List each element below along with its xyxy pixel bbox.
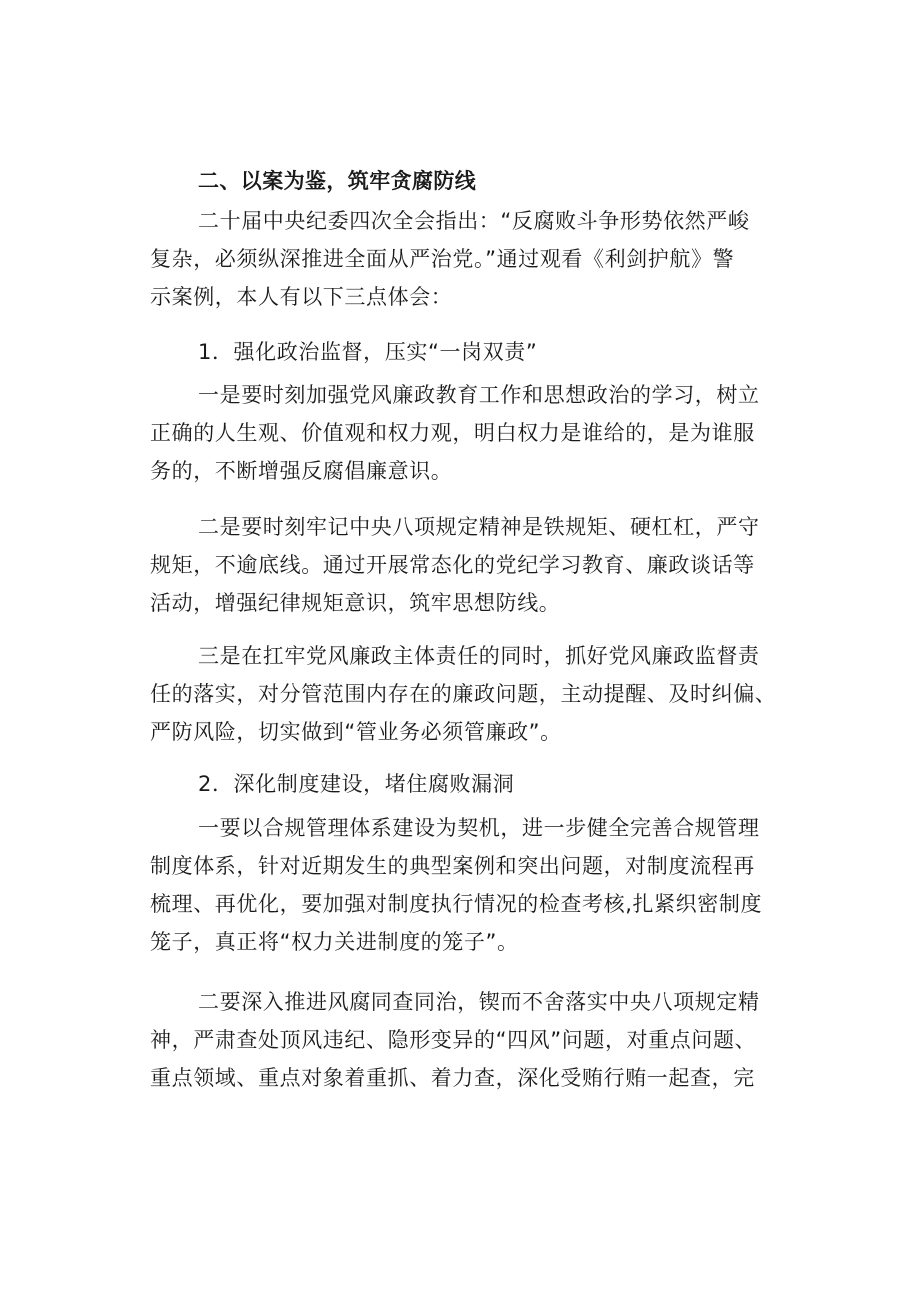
point1-paragraph-2	[150, 508, 810, 622]
paragraph-line: 梳理、再优化，要加强对制度执行情况的检查考核,扎紧织密制度	[150, 892, 763, 916]
intro-paragraph	[150, 202, 810, 316]
paragraph-line: 神，严肃查处顶风违纪、隐形变异的“四风”问题，对重点问题、	[150, 1028, 757, 1052]
paragraph-line: 二是要时刻牢记中央八项规定精神是铁规矩、硬杠杠，严守	[198, 515, 760, 539]
paragraph-line: 三是在扛牢党风廉政主体责任的同时，抓好党风廉政监督责	[198, 644, 760, 668]
point1-paragraph-1	[150, 376, 810, 490]
point2-title: 2．深化制度建设，堵住腐败漏洞	[198, 772, 515, 796]
paragraph-line: 务的，不断增强反腐倡廉意识。	[150, 459, 453, 483]
point2-title-block	[150, 765, 810, 803]
paragraph-line: 笼子，真正将“权力关进制度的笼子”。	[150, 930, 519, 954]
paragraph-line: 规矩，不逾底线。通过开展常态化的党纪学习教育、廉政谈话等	[150, 553, 755, 577]
paragraph-line: 重点领域、重点对象着重抓、着力查，深化受贿行贿一起查，完	[150, 1066, 755, 1090]
paragraph-line: 一是要时刻加强党风廉政教育工作和思想政治的学习，树立	[198, 383, 760, 407]
paragraph-line: 任的落实，对分管范围内存在的廉政问题，主动提醒、及时纠偏、	[150, 682, 777, 706]
point1-title: 1．强化政治监督，压实“一岗双责”	[198, 340, 538, 364]
paragraph-line: 二十届中央纪委四次全会指出：“反腐败斗争形势依然严峻	[198, 209, 750, 233]
paragraph-line: 示案例，本人有以下三点体会：	[150, 285, 453, 309]
paragraph-line: 正确的人生观、价值观和权力观，明白权力是谁给的，是为谁服	[150, 421, 755, 445]
section-heading-block	[150, 162, 810, 200]
point1-title-block	[150, 333, 810, 371]
paragraph-line: 复杂，必须纵深推进全面从严治党。”通过观看《利剑护航》警	[150, 247, 735, 271]
point1-paragraph-3	[150, 637, 810, 751]
section-heading: 二、以案为鉴，筑牢贪腐防线	[198, 169, 477, 193]
paragraph-line: 严防风险，切实做到“管业务必须管廉政”。	[150, 720, 562, 744]
point2-paragraph-2	[150, 983, 810, 1097]
point2-paragraph-1	[150, 809, 810, 961]
paragraph-line: 二要深入推进风腐同查同治，锲而不舍落实中央八项规定精	[198, 990, 760, 1014]
paragraph-line: 制度体系，针对近期发生的典型案例和突出问题，对制度流程再	[150, 854, 755, 878]
paragraph-line: 活动，增强纪律规矩意识，筑牢思想防线。	[150, 591, 561, 615]
paragraph-line: 一要以合规管理体系建设为契机，进一步健全完善合规管理	[198, 816, 760, 840]
